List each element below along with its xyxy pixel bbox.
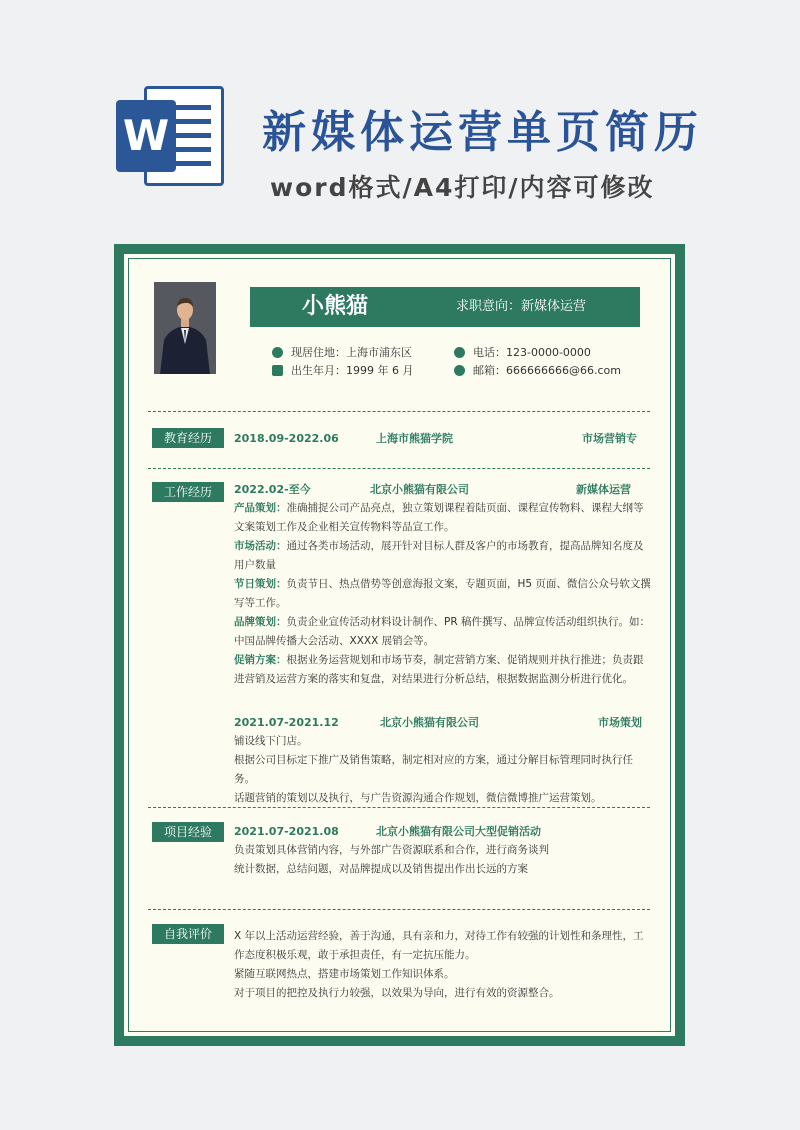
self-eval-line: X 年以上活动运营经验，善于沟通，具有亲和力，对待工作有较强的计划性和条理性，工作态度积极乐观，敢于承担责任，有一定抗压能力。 [234,930,644,961]
phone-icon [454,347,465,358]
education-label: 教育经历 [152,428,224,448]
job1-duties [234,499,652,689]
job2-company: 北京小熊猫有限公司 [380,716,479,729]
word-letter: W [116,100,176,172]
job1-period: 2022.02-至今 [234,483,311,496]
duty-item: 促销方案：根据业务运营规划和市场节奏，制定营销方案、促销规则并执行推进；负责跟进营销及运营方案的落实和复盘，对结果进行分析总结，根据数据监测分析进行优化。 [234,654,644,685]
section-divider [148,411,650,412]
job2-position: 市场策划 [598,716,642,729]
resume-inner [124,254,675,1036]
email-icon [454,365,465,376]
duty-item: 产品策划：准确捕捉公司产品亮点，独立策划课程着陆页面、课程宣传物料、课程大纲等文案策划工作及企业相关宣传物料等品宣工作。 [234,502,644,533]
resume-card [114,244,685,1046]
calendar-icon [272,365,283,376]
duty-line: 根据公司目标定下推广及销售策略，制定相对应的方案，通过分解目标管理同时执行任务。 [234,754,633,785]
duty-line: 话题营销的策划以及执行，与广告资源沟通合作规划，微信微博推广运营策划。 [234,792,602,804]
birth-info: 出生年月：1999 年 6 月 [272,364,413,378]
education-period: 2018.09-2022.06 [234,432,339,445]
education-major: 市场营销专 [582,432,637,445]
duty-item: 节日策划：负责节日、热点借势等创意海报文案，专题页面，H5 页面、微信公众号软文撰写等工作。 [234,578,651,609]
word-icon [116,86,228,186]
education-school: 上海市熊猫学院 [376,432,453,445]
email-info: 邮箱：666666666@66.com [454,364,621,378]
page-subtitle: word格式/A4打印/内容可修改 [270,173,655,202]
section-divider [148,807,650,808]
project-name: 北京小熊猫有限公司大型促销活动 [376,825,541,838]
duty-item: 市场活动：通过各类市场活动，展开针对目标人群及客户的市场教育，提高品牌知名度及用户数量 [234,540,644,571]
duty-line: 铺设线下门店。 [234,735,308,747]
job2-duties [234,732,652,808]
self-eval-line: 对于项目的把控及执行力较强，以效果为导向，进行有效的资源整合。 [234,987,560,999]
project-line: 统计数据，总结问题，对品牌提成以及销售提出作出长远的方案 [234,863,528,875]
project-details [234,841,652,879]
job1-company: 北京小熊猫有限公司 [370,483,469,496]
page-title: 新媒体运营单页简历 [262,107,703,158]
work-label: 工作经历 [152,482,224,502]
project-label: 项目经验 [152,822,224,842]
profile-photo [154,282,216,374]
candidate-name: 小熊猫 [302,294,369,319]
project-line: 负责策划具体营销内容，与外部广告资源联系和合作，进行商务谈判 [234,844,549,856]
phone-info: 电话：123-0000-0000 [454,346,591,360]
self-eval-text [234,927,652,1003]
section-divider [148,468,650,469]
self-eval-label: 自我评价 [152,924,224,944]
duty-item: 品牌策划：负责企业宣传活动材料设计制作、PR 稿件撰写、品牌宣传活动组织执行。如：中国品牌传播大会活动、XXXX 展销会等。 [234,616,650,647]
location-info: 现居住地：上海市浦东区 [272,346,412,360]
name-bar [250,287,640,327]
job-intent: 求职意向：新媒体运营 [456,299,587,314]
job1-position: 新媒体运营 [576,483,631,496]
self-eval-line: 紧随互联网热点，搭建市场策划工作知识体系。 [234,968,455,980]
job2-period: 2021.07-2021.12 [234,716,339,729]
location-pin-icon [272,347,283,358]
section-divider [148,909,650,910]
project-period: 2021.07-2021.08 [234,825,339,838]
